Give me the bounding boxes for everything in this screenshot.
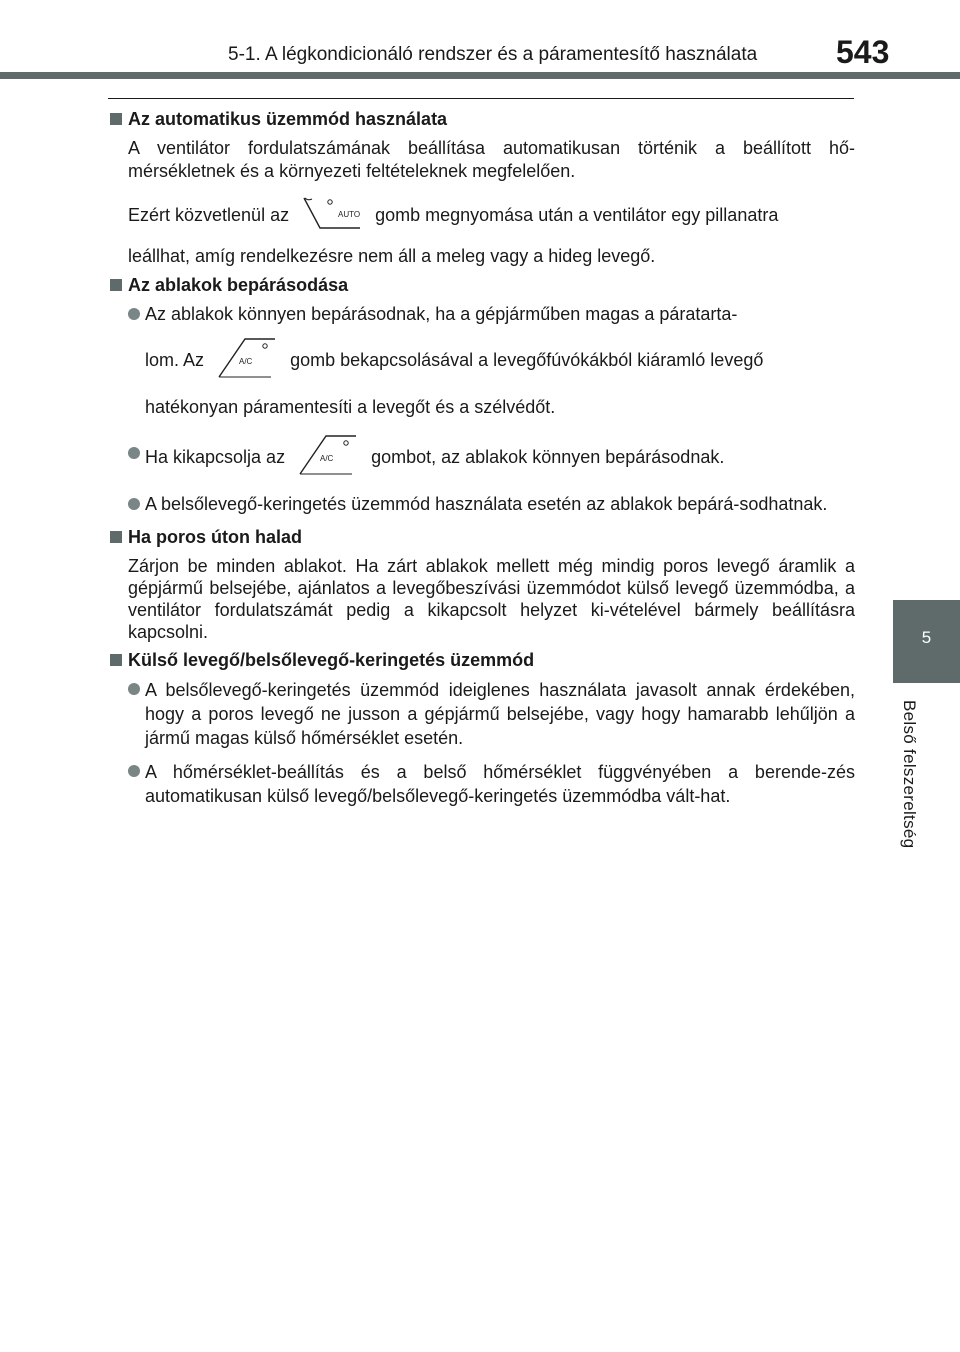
header-title: 5-1. A légkondicionáló rendszer és a páramentesítő használata: [228, 44, 758, 65]
paragraph: A ventilátor fordulatszámának beállítása automatikusan történik a beállított hő-mérsékletnek és a környezeti feltételeknek megfelelően.: [128, 138, 855, 181]
page-number: 543: [836, 34, 890, 70]
paragraph: Ezért közvetlenül az AUTO gomb megnyomása után a ventilátor egy pillanatra: [128, 195, 855, 237]
list-item: A belsőlevegő-keringetés üzemmód ideiglenes használata javasolt annak érdekében, hogy a poros levegő ne jusson a gépjármű belsejébe, vagy hogy hamarabb lehűljön a jármű magas külső hőmérséklet esetén.: [128, 678, 855, 750]
square-bullet-icon: [110, 279, 122, 291]
paragraph: leállhat, amíg rendelkezésre nem áll a meleg vagy a hideg levegő.: [128, 246, 656, 266]
page-content: [110, 108, 855, 818]
chapter-label: [895, 700, 943, 930]
square-bullet-icon: [110, 654, 122, 666]
ac-button-label: A/C: [239, 357, 253, 366]
square-bullet-icon: [110, 113, 122, 125]
auto-button-label: AUTO: [338, 210, 361, 219]
section-heading: Ha poros úton halad: [110, 526, 855, 549]
paragraph: Zárjon be minden ablakot. Ha zárt ablakok mellett még mindig poros levegő áramlik a gépjármű belsejébe, ajánlatos a levegőbeszívási üzemmódot külső levegő üzemmódba, a ventilátor fordulatszámát pedig a kikapcsolt helyzet ki-vételével bármely beállításra kapcsolni.: [128, 556, 855, 642]
chapter-number: 5: [921, 628, 932, 647]
header-bar: [0, 72, 960, 79]
ac-button-label: A/C: [320, 454, 334, 463]
list-item: Az ablakok könnyen bepárásodnak, ha a gépjárműben magas a páratarta- lom. Az A/C gomb bekapcsolásával a levegőfúvókákból kiáramló levegő hatékonyan páramentesíti a levegőt és a szélvédőt.: [128, 303, 855, 419]
chapter-label-text: Belső felszereltség: [900, 700, 919, 849]
top-rule: [108, 98, 854, 99]
auto-button-icon: [300, 195, 364, 237]
square-bullet-icon: [110, 531, 122, 543]
section-heading: Az automatikus üzemmód használata: [110, 108, 855, 131]
round-bullet-icon: [128, 498, 140, 510]
round-bullet-icon: [128, 308, 140, 320]
list-item: A hőmérséklet-beállítás és a belső hőmérséklet függvényében a berende-zés automatikusan külső levegő/belsőlevegő-keringetés üzemmódba vált-hat.: [128, 760, 855, 808]
round-bullet-icon: [128, 683, 140, 695]
list-item: A belsőlevegő-keringetés üzemmód használata esetén az ablakok bepárá-sodhatnak.: [128, 493, 855, 516]
round-bullet-icon: [128, 447, 140, 459]
ac-button-icon: [215, 336, 279, 386]
round-bullet-icon: [128, 765, 140, 777]
section-heading: Az ablakok bepárásodása: [110, 274, 855, 297]
section-heading: Külső levegő/belsőlevegő-keringetés üzemmód: [110, 649, 855, 672]
list-item: Ha kikapcsolja az A/C gombot, az ablakok könnyen bepárásodnak.: [128, 433, 855, 483]
chapter-tab: [893, 600, 960, 683]
ac-button-icon: [296, 433, 360, 483]
